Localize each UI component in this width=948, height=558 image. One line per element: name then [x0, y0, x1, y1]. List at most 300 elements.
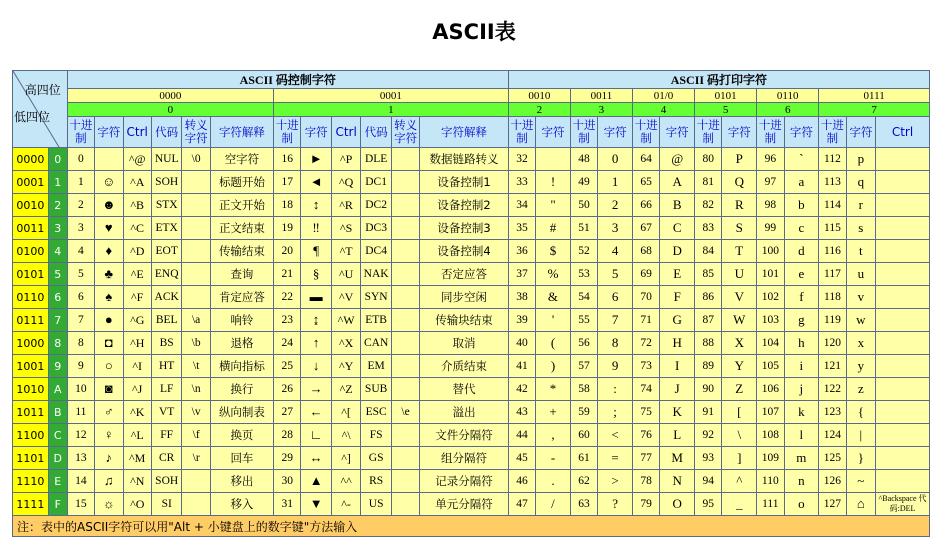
decimal-value: 51: [570, 217, 597, 240]
decimal-value: 87: [695, 309, 722, 332]
printable-char: 3: [598, 217, 633, 240]
decimal-value: 81: [695, 171, 722, 194]
escape-sequence: \a: [182, 309, 210, 332]
printable-char: g: [784, 309, 819, 332]
ctrl-key: ^D: [123, 240, 151, 263]
printable-char: ,: [536, 424, 571, 447]
decimal-value: 126: [819, 470, 846, 493]
char-meaning: 移出: [210, 470, 273, 493]
high-hex-0: 0: [67, 103, 273, 117]
decimal-value: 50: [570, 194, 597, 217]
col-header-dec: 十进制: [819, 117, 846, 148]
printable-char: 0: [598, 148, 633, 171]
decimal-value: 123: [819, 401, 846, 424]
control-code: ESC: [361, 401, 392, 424]
low-hex: 6: [48, 286, 67, 309]
table-row: [13, 309, 930, 332]
ctrl-key: ^-: [331, 493, 360, 516]
printable-char: R: [722, 194, 757, 217]
printable-char: ): [536, 355, 571, 378]
char-meaning: 数据链路转义: [420, 148, 508, 171]
decimal-value: 42: [508, 378, 535, 401]
control-code: DC2: [361, 194, 392, 217]
low-bits: 0101: [13, 263, 49, 286]
ctrl-key: ^G: [123, 309, 151, 332]
printable-char: !: [536, 171, 571, 194]
char-meaning: 纵向制表: [210, 401, 273, 424]
char-meaning: 单元分隔符: [420, 493, 508, 516]
col-header-code: 代码: [151, 117, 182, 148]
ctrl-key: ^I: [123, 355, 151, 378]
decimal-value: 98: [757, 194, 784, 217]
printable-char: 7: [598, 309, 633, 332]
printable-char: r: [846, 194, 875, 217]
control-code: GS: [361, 447, 392, 470]
glyph: ♥: [95, 217, 123, 240]
escape-sequence: \n: [182, 378, 210, 401]
control-code: FF: [151, 424, 182, 447]
glyph: ◄: [301, 171, 332, 194]
escape-sequence: [391, 332, 419, 355]
low-bits: 0010: [13, 194, 49, 217]
control-code: NUL: [151, 148, 182, 171]
glyph: ♠: [95, 286, 123, 309]
col-header-ctrl: Ctrl: [123, 117, 151, 148]
decimal-value: 75: [632, 401, 659, 424]
decimal-value: 110: [757, 470, 784, 493]
printable-char: [: [722, 401, 757, 424]
printable-char: :: [598, 378, 633, 401]
ctrl-key: ^R: [331, 194, 360, 217]
glyph: ◘: [95, 332, 123, 355]
table-row: [13, 148, 930, 171]
glyph: ¶: [301, 240, 332, 263]
low-hex: 3: [48, 217, 67, 240]
decimal-value: 61: [570, 447, 597, 470]
low-hex: 4: [48, 240, 67, 263]
decimal-value: 95: [695, 493, 722, 516]
decimal-value: 103: [757, 309, 784, 332]
decimal-value: 86: [695, 286, 722, 309]
control-code: SI: [151, 493, 182, 516]
decimal-value: 119: [819, 309, 846, 332]
low-bits: 0110: [13, 286, 49, 309]
control-code: CR: [151, 447, 182, 470]
control-code: DC3: [361, 217, 392, 240]
printable-char: y: [846, 355, 875, 378]
decimal-value: 21: [274, 263, 301, 286]
decimal-value: 40: [508, 332, 535, 355]
decimal-value: 39: [508, 309, 535, 332]
printable-char: =: [598, 447, 633, 470]
control-code: RS: [361, 470, 392, 493]
decimal-value: 2: [67, 194, 94, 217]
ctrl-cell-empty: [876, 355, 930, 378]
ctrl-key: ^S: [331, 217, 360, 240]
table-row: [13, 194, 930, 217]
col-header-char: 字符: [95, 117, 123, 148]
printable-char: x: [846, 332, 875, 355]
char-meaning: 文件分隔符: [420, 424, 508, 447]
decimal-value: 5: [67, 263, 94, 286]
low-bits: 0011: [13, 217, 49, 240]
decimal-value: 94: [695, 470, 722, 493]
printable-char: N: [660, 470, 695, 493]
decimal-value: 4: [67, 240, 94, 263]
high-hex-3: 3: [570, 103, 632, 117]
glyph: ♪: [95, 447, 123, 470]
printable-char: 6: [598, 286, 633, 309]
printable-char: 1: [598, 171, 633, 194]
decimal-value: 30: [274, 470, 301, 493]
decimal-value: 19: [274, 217, 301, 240]
table-row: [13, 470, 930, 493]
ctrl-key: ^N: [123, 470, 151, 493]
decimal-value: 96: [757, 148, 784, 171]
printable-char: X: [722, 332, 757, 355]
glyph: ◙: [95, 378, 123, 401]
ctrl-key: ^V: [331, 286, 360, 309]
low-hex: 9: [48, 355, 67, 378]
printable-char: E: [660, 263, 695, 286]
printable-char: u: [846, 263, 875, 286]
ctrl-key: ^T: [331, 240, 360, 263]
printable-char: m: [784, 447, 819, 470]
low-hex: 0: [48, 148, 67, 171]
decimal-value: 36: [508, 240, 535, 263]
decimal-value: 15: [67, 493, 94, 516]
printable-char: [536, 148, 571, 171]
decimal-value: 99: [757, 217, 784, 240]
decimal-value: 63: [570, 493, 597, 516]
printable-char: 8: [598, 332, 633, 355]
char-meaning: 传输结束: [210, 240, 273, 263]
decimal-value: 62: [570, 470, 597, 493]
ctrl-key: ^W: [331, 309, 360, 332]
col-header-dec: 十进制: [757, 117, 784, 148]
printable-char: O: [660, 493, 695, 516]
col-header-meaning: 字符解释: [420, 117, 508, 148]
table-row: [13, 332, 930, 355]
printable-char: p: [846, 148, 875, 171]
glyph: →: [301, 378, 332, 401]
printable-char: V: [722, 286, 757, 309]
low-bits: 1011: [13, 401, 49, 424]
decimal-value: 106: [757, 378, 784, 401]
printable-char: `: [784, 148, 819, 171]
printable-char: >: [598, 470, 633, 493]
low-hex: 5: [48, 263, 67, 286]
low-hex: E: [48, 470, 67, 493]
corner-high-label: 高四位: [24, 83, 61, 97]
ctrl-key: ^Z: [331, 378, 360, 401]
table-row: [13, 378, 930, 401]
col-header-dec: 十进制: [274, 117, 301, 148]
control-code: US: [361, 493, 392, 516]
glyph: ►: [301, 148, 332, 171]
decimal-value: 65: [632, 171, 659, 194]
printable-char: L: [660, 424, 695, 447]
decimal-value: 31: [274, 493, 301, 516]
glyph: ▼: [301, 493, 332, 516]
low-hex: C: [48, 424, 67, 447]
decimal-value: 47: [508, 493, 535, 516]
col-header-dec: 十进制: [632, 117, 659, 148]
escape-sequence: [391, 240, 419, 263]
col-header-ctrl: Ctrl: [876, 117, 930, 148]
ctrl-key: ^F: [123, 286, 151, 309]
decimal-value: 24: [274, 332, 301, 355]
decimal-value: 104: [757, 332, 784, 355]
char-meaning: 回车: [210, 447, 273, 470]
escape-sequence: [391, 263, 419, 286]
glyph: ▲: [301, 470, 332, 493]
escape-sequence: \f: [182, 424, 210, 447]
table-row: [13, 217, 930, 240]
escape-sequence: [182, 263, 210, 286]
escape-sequence: [391, 424, 419, 447]
decimal-value: 59: [570, 401, 597, 424]
char-meaning: 响铃: [210, 309, 273, 332]
decimal-value: 9: [67, 355, 94, 378]
printable-char: $: [536, 240, 571, 263]
escape-sequence: [391, 309, 419, 332]
decimal-value: 11: [67, 401, 94, 424]
control-code: DC4: [361, 240, 392, 263]
decimal-value: 93: [695, 447, 722, 470]
table-row: [13, 447, 930, 470]
decimal-value: 114: [819, 194, 846, 217]
table-row: [13, 171, 930, 194]
printable-char: e: [784, 263, 819, 286]
decimal-value: 77: [632, 447, 659, 470]
control-code: LF: [151, 378, 182, 401]
ctrl-key: ^X: [331, 332, 360, 355]
decimal-value: 122: [819, 378, 846, 401]
printable-char: D: [660, 240, 695, 263]
decimal-value: 124: [819, 424, 846, 447]
char-meaning: 溢出: [420, 401, 508, 424]
ctrl-cell-empty: [876, 470, 930, 493]
control-code: ACK: [151, 286, 182, 309]
ctrl-key: ^E: [123, 263, 151, 286]
printable-char: F: [660, 286, 695, 309]
decimal-value: 121: [819, 355, 846, 378]
low-hex: 1: [48, 171, 67, 194]
printable-char: M: [660, 447, 695, 470]
ctrl-key: ^Q: [331, 171, 360, 194]
printable-char: #: [536, 217, 571, 240]
decimal-value: 60: [570, 424, 597, 447]
printable-char: U: [722, 263, 757, 286]
col-header-char: 字符: [784, 117, 819, 148]
decimal-value: 83: [695, 217, 722, 240]
printable-char: ^: [722, 470, 757, 493]
printable-char: J: [660, 378, 695, 401]
decimal-value: 72: [632, 332, 659, 355]
col-header-meaning: 字符解释: [210, 117, 273, 148]
char-meaning: 介质结束: [420, 355, 508, 378]
ctrl-key: ^K: [123, 401, 151, 424]
printable-char: ⌂: [846, 493, 875, 516]
printable-char: ': [536, 309, 571, 332]
col-header-char: 字符: [722, 117, 757, 148]
printable-char: s: [846, 217, 875, 240]
ctrl-cell-empty: [876, 309, 930, 332]
decimal-value: 73: [632, 355, 659, 378]
glyph: ○: [95, 355, 123, 378]
footer-note: 注：表中的ASCII字符可以用"Alt + 小键盘上的数字键"方法输入: [13, 516, 930, 537]
low-hex: 7: [48, 309, 67, 332]
col-header-char: 字符: [846, 117, 875, 148]
decimal-value: 48: [570, 148, 597, 171]
char-meaning: 设备控制4: [420, 240, 508, 263]
control-code: FS: [361, 424, 392, 447]
decimal-value: 18: [274, 194, 301, 217]
printable-char: o: [784, 493, 819, 516]
table-row: [13, 424, 930, 447]
escape-sequence: [391, 217, 419, 240]
corner-cell: [13, 71, 68, 148]
decimal-value: 22: [274, 286, 301, 309]
control-code: DLE: [361, 148, 392, 171]
high-hex-1: 1: [274, 103, 509, 117]
escape-sequence: [182, 194, 210, 217]
printable-char: &: [536, 286, 571, 309]
low-bits: 1000: [13, 332, 49, 355]
printable-char: Z: [722, 378, 757, 401]
printable-char: +: [536, 401, 571, 424]
printable-char: Q: [722, 171, 757, 194]
decimal-value: 115: [819, 217, 846, 240]
char-meaning: 否定应答: [420, 263, 508, 286]
low-bits: 1001: [13, 355, 49, 378]
ctrl-cell-empty: [876, 194, 930, 217]
high-hex-5: 5: [695, 103, 757, 117]
char-meaning: 设备控制2: [420, 194, 508, 217]
escape-sequence: [391, 447, 419, 470]
high-bits-5: 0101: [695, 89, 757, 103]
ctrl-cell-empty: [876, 332, 930, 355]
char-meaning: 传输块结束: [420, 309, 508, 332]
printable-char: b: [784, 194, 819, 217]
decimal-value: 92: [695, 424, 722, 447]
printable-char: d: [784, 240, 819, 263]
decimal-value: 118: [819, 286, 846, 309]
decimal-value: 0: [67, 148, 94, 171]
escape-sequence: [391, 378, 419, 401]
decimal-value: 29: [274, 447, 301, 470]
decimal-value: 8: [67, 332, 94, 355]
col-header-escape: 转义字符: [182, 117, 210, 148]
escape-sequence: [391, 470, 419, 493]
char-meaning: 退格: [210, 332, 273, 355]
ctrl-cell-empty: [876, 171, 930, 194]
escape-sequence: [391, 286, 419, 309]
escape-sequence: [182, 286, 210, 309]
escape-sequence: \t: [182, 355, 210, 378]
control-code: SOH: [151, 171, 182, 194]
low-bits: 0111: [13, 309, 49, 332]
ctrl-key: ^\: [331, 424, 360, 447]
high-bits-6: 0110: [757, 89, 819, 103]
high-hex-7: 7: [819, 103, 930, 117]
table-row: [13, 286, 930, 309]
escape-sequence: [391, 148, 419, 171]
decimal-value: 37: [508, 263, 535, 286]
decimal-value: 7: [67, 309, 94, 332]
printable-char: <: [598, 424, 633, 447]
col-header-char: 字符: [301, 117, 332, 148]
control-code: EM: [361, 355, 392, 378]
printable-char: f: [784, 286, 819, 309]
col-header-dec: 十进制: [695, 117, 722, 148]
high-bits-0: 0000: [67, 89, 273, 103]
decimal-value: 80: [695, 148, 722, 171]
printable-char: /: [536, 493, 571, 516]
decimal-value: 102: [757, 286, 784, 309]
decimal-value: 53: [570, 263, 597, 286]
escape-sequence: [391, 171, 419, 194]
decimal-value: 27: [274, 401, 301, 424]
decimal-value: 70: [632, 286, 659, 309]
printable-char: -: [536, 447, 571, 470]
ctrl-cell-empty: [876, 424, 930, 447]
high-bits-2: 0010: [508, 89, 570, 103]
decimal-value: 12: [67, 424, 94, 447]
printable-char: W: [722, 309, 757, 332]
decimal-value: 127: [819, 493, 846, 516]
ctrl-key: ^J: [123, 378, 151, 401]
control-code: STX: [151, 194, 182, 217]
printable-char: ]: [722, 447, 757, 470]
char-meaning: 同步空闲: [420, 286, 508, 309]
printable-char: n: [784, 470, 819, 493]
glyph: ←: [301, 401, 332, 424]
ctrl-key: ^H: [123, 332, 151, 355]
decimal-value: 13: [67, 447, 94, 470]
printable-char: t: [846, 240, 875, 263]
glyph: ☼: [95, 493, 123, 516]
ctrl-cell-empty: [876, 263, 930, 286]
printable-char: S: [722, 217, 757, 240]
decimal-value: 101: [757, 263, 784, 286]
decimal-value: 108: [757, 424, 784, 447]
glyph: ↨: [301, 309, 332, 332]
escape-sequence: [182, 217, 210, 240]
decimal-value: 38: [508, 286, 535, 309]
decimal-value: 57: [570, 355, 597, 378]
decimal-value: 44: [508, 424, 535, 447]
decimal-value: 125: [819, 447, 846, 470]
low-hex: 2: [48, 194, 67, 217]
ctrl-key: ^P: [331, 148, 360, 171]
char-meaning: 换页: [210, 424, 273, 447]
ctrl-key: ^U: [331, 263, 360, 286]
ctrl-key: ^B: [123, 194, 151, 217]
printable-char: z: [846, 378, 875, 401]
decimal-value: 117: [819, 263, 846, 286]
printable-char: a: [784, 171, 819, 194]
decimal-value: 3: [67, 217, 94, 240]
decimal-value: 1: [67, 171, 94, 194]
printable-char: 5: [598, 263, 633, 286]
ctrl-cell-empty: [876, 447, 930, 470]
glyph: §: [301, 263, 332, 286]
printable-char: C: [660, 217, 695, 240]
ctrl-key: ^^: [331, 470, 360, 493]
escape-sequence: [391, 493, 419, 516]
